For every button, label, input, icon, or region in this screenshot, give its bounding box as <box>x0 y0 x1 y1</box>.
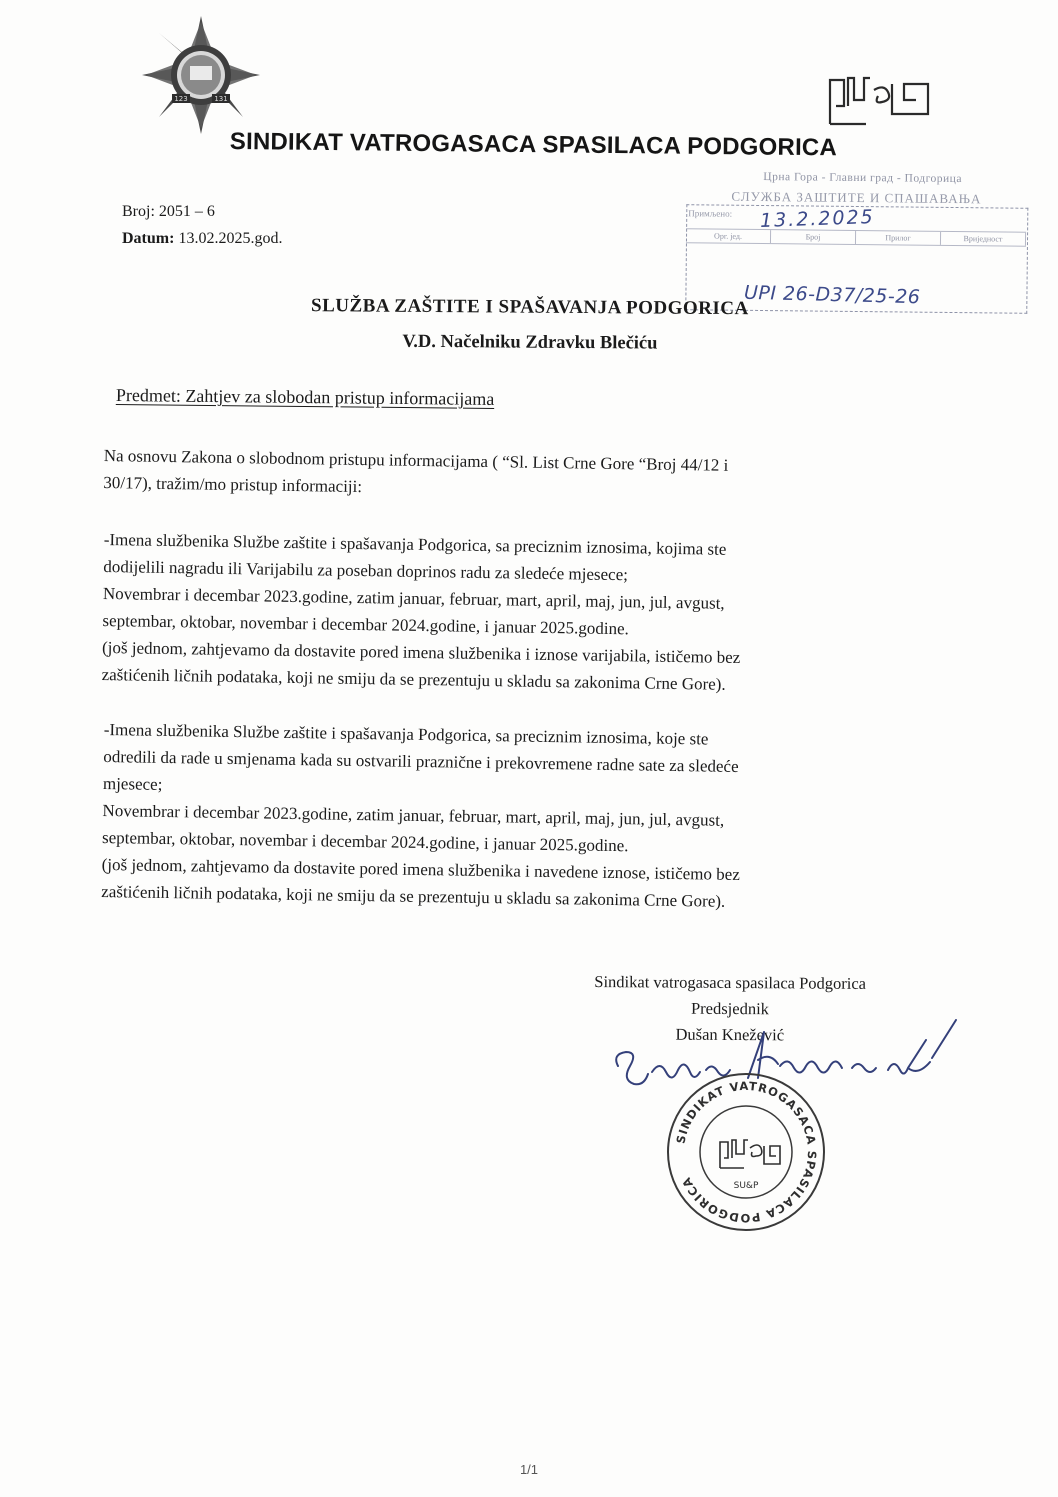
registry-col-number: Број <box>771 230 856 244</box>
request-b-paragraph <box>101 716 904 918</box>
document-date-value: 13.02.2025.god. <box>178 230 283 247</box>
request-a-line: zaštićenih ličnih podataka, koji ne smiju da se prezentuju u skladu sa zakonima Crne Gore). <box>101 664 726 694</box>
registry-col-attachment: Прилог <box>856 231 941 245</box>
star-logo-year-left: 123 <box>174 95 188 103</box>
intro-paragraph <box>103 442 904 509</box>
registry-col-value: Вриједност <box>941 232 1026 246</box>
handwritten-registry-number: UPI 26-D37/25-26 <box>743 281 921 309</box>
registry-stamp-line2: СЛУЖБА ЗАШТИТЕ И СПАШАВАЊА <box>731 188 982 207</box>
request-a-line: dodijelili nagradu ili Varijabilu za poseban doprinos radu za sledeće mjesece; <box>103 556 629 585</box>
star-emblem-logo-icon <box>140 14 262 136</box>
registry-col-org: Орг. јед. <box>686 229 771 243</box>
request-a-paragraph <box>101 526 903 701</box>
signature-org: Sindikat vatrogasaca spasilaca Podgorica <box>594 972 867 993</box>
organization-title: SINDIKAT VATROGASACA SPASILACA PODGORICA <box>229 128 838 162</box>
registry-received-label: Примљено: <box>688 208 733 219</box>
intro-line: Na osnovu Zakona o slobodnom pristupu informacijama ( “Sl. List Crne Gore “Broj 44/12 i <box>103 445 729 475</box>
request-a-line: (još jednom, zahtjevamo da dostavite pored imena službenika i iznose varijabila, ističemo bez <box>101 637 741 668</box>
recipient-person: V.D. Načelniku Zdravku Blečiću <box>402 331 658 354</box>
request-b-line: -Imena službenika Službe zaštite i spašavanja Podgorica, sa preciznim iznosima, koje ste <box>103 719 709 749</box>
subject-line: Predmet: Zahtjev za slobodan pristup informacijama <box>115 385 495 409</box>
document-date-label: Datum: <box>122 230 175 247</box>
document-number-label: Broj: <box>122 203 155 220</box>
page-number: 1/1 <box>519 1462 539 1477</box>
registry-stamp-line1: Црна Гора - Главни град - Подгорица <box>763 171 963 186</box>
intro-line: 30/17), tražim/mo pristup informaciji: <box>103 472 363 497</box>
document-number-value: 2051 – 6 <box>158 203 215 220</box>
stamp-center-text: SU&P <box>733 1181 759 1191</box>
handwritten-received-date: 13.2.2025 <box>759 206 876 232</box>
request-b-line: zaštićenih ličnih podataka, koji ne smiju da se prezentuju u skladu sa zakonima Crne Gore). <box>101 881 726 911</box>
request-b-line: septembar, oktobar, novembar i decembar 2024.godine, i januar 2025.godine. <box>101 827 629 856</box>
union-monogram-logo-icon <box>826 70 934 130</box>
signature-name: Dušan Knežević <box>675 1024 785 1045</box>
request-a-line: Novembrar i decembar 2023.godine, zatim januar, februar, mart, april, maj, jun, jul, avgust, <box>102 583 725 613</box>
document-number <box>122 203 215 221</box>
request-b-line: (još jednom, zahtjevamo da dostavite pored imena službenika i navedene iznose, ističemo bez <box>101 854 740 885</box>
signature-title: Predsjednik <box>690 998 770 1019</box>
stamp-ring-text: SINDIKAT VATROGASACA SPASILACA PODGORICA <box>673 1078 820 1226</box>
round-stamp-icon <box>664 1070 828 1234</box>
star-logo-year-right: 131 <box>214 95 228 103</box>
recipient-institution: SLUŽBA ZAŠTITE I SPAŠAVANJA PODGORICA <box>311 295 749 320</box>
request-b-line: Novembrar i decembar 2023.godine, zatim januar, februar, mart, april, maj, jun, jul, avgust, <box>102 800 725 830</box>
svg-text:SINDIKAT VATROGASACA SPASILACA <box>674 1079 820 1225</box>
request-a-line: -Imena službenika Službe zaštite i spašavanja Podgorica, sa preciznim iznosima, kojima ste <box>103 529 727 559</box>
document-date <box>122 230 282 248</box>
request-b-line: mjesece; <box>102 773 163 794</box>
request-b-line: odredili da rade u smjenama kada su ostvarili praznične i prekovremene radne sate za sledeće <box>103 746 739 776</box>
request-a-line: septembar, oktobar, novembar i decembar 2024.godine, i januar 2025.godine. <box>102 610 630 639</box>
